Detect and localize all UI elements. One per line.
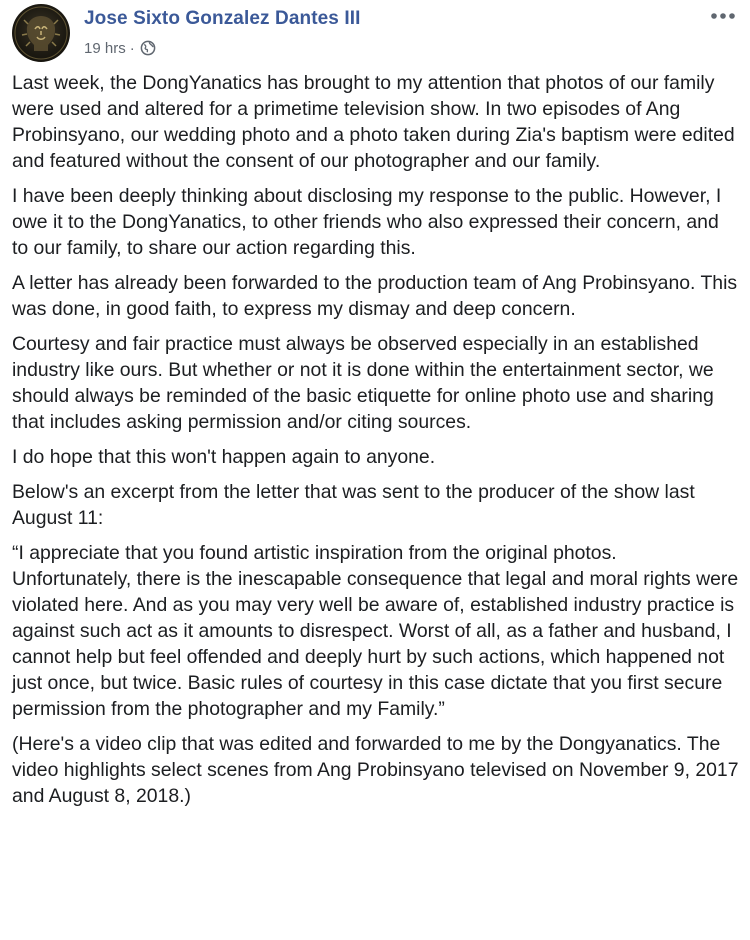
post-paragraph: A letter has already been forwarded to the production team of Ang Probinsyano. This was done, in good faith, to express my dismay and deep concern. bbox=[12, 272, 738, 320]
post-paragraph: (Here's a video clip that was edited and forwarded to me by the Dongyanatics. The video highlights select scenes from Ang Probinsyano televised on November 9, 2017 and August 8, 2018.) bbox=[12, 733, 739, 807]
post-meta bbox=[84, 38, 156, 58]
meta-separator: · bbox=[129, 39, 135, 57]
post-paragraph: I do hope that this won't happen again to anyone. bbox=[12, 446, 436, 468]
lion-crest-icon bbox=[12, 4, 70, 62]
post-quote: “I appreciate that you found artistic inspiration from the original photos. Unfortunately, there is the inescapable consequence that legal and moral rights were violated here. And as you may very well be aware of, established industry practice is against such act as it amounts to disrespect. Worst of all, as a father and husband, I cannot help but feel offended and deeply hurt by such actions, which happened not just once, but twice. Basic rules of courtesy in this case dictate that you first secure permission from the photographer and my Family.” bbox=[12, 542, 739, 720]
post-paragraph: Below's an excerpt from the letter that was sent to the producer of the show last August 11: bbox=[12, 481, 695, 529]
post-paragraph: Last week, the DongYanatics has brought to my attention that photos of our family were used and altered for a primetime television show. In two episodes of Ang Probinsyano, our wedding photo and a photo taken during Zia's baptism were edited and featured without the consent of our photographer and our family. bbox=[12, 72, 735, 172]
post-header bbox=[12, 4, 742, 62]
avatar[interactable] bbox=[12, 4, 70, 62]
post-paragraph: Courtesy and fair practice must always be observed especially in an established industry like ours. But whether or not it is done within the entertainment sector, we should always be reminded of the basic etiquette for online photo use and sharing that includes asking permission and/or citing sources. bbox=[12, 333, 714, 433]
author-name[interactable]: Jose Sixto Gonzalez Dantes III bbox=[84, 8, 361, 29]
more-options-icon[interactable] bbox=[708, 6, 738, 26]
post-timestamp[interactable]: 19 hrs bbox=[84, 39, 126, 57]
post-paragraph: I have been deeply thinking about disclosing my response to the public. However, I owe it to the DongYanatics, to other friends who also expressed their concern, and to our family, to share our action regarding this. bbox=[12, 185, 722, 259]
globe-icon[interactable] bbox=[140, 40, 156, 56]
post-body bbox=[12, 70, 740, 818]
